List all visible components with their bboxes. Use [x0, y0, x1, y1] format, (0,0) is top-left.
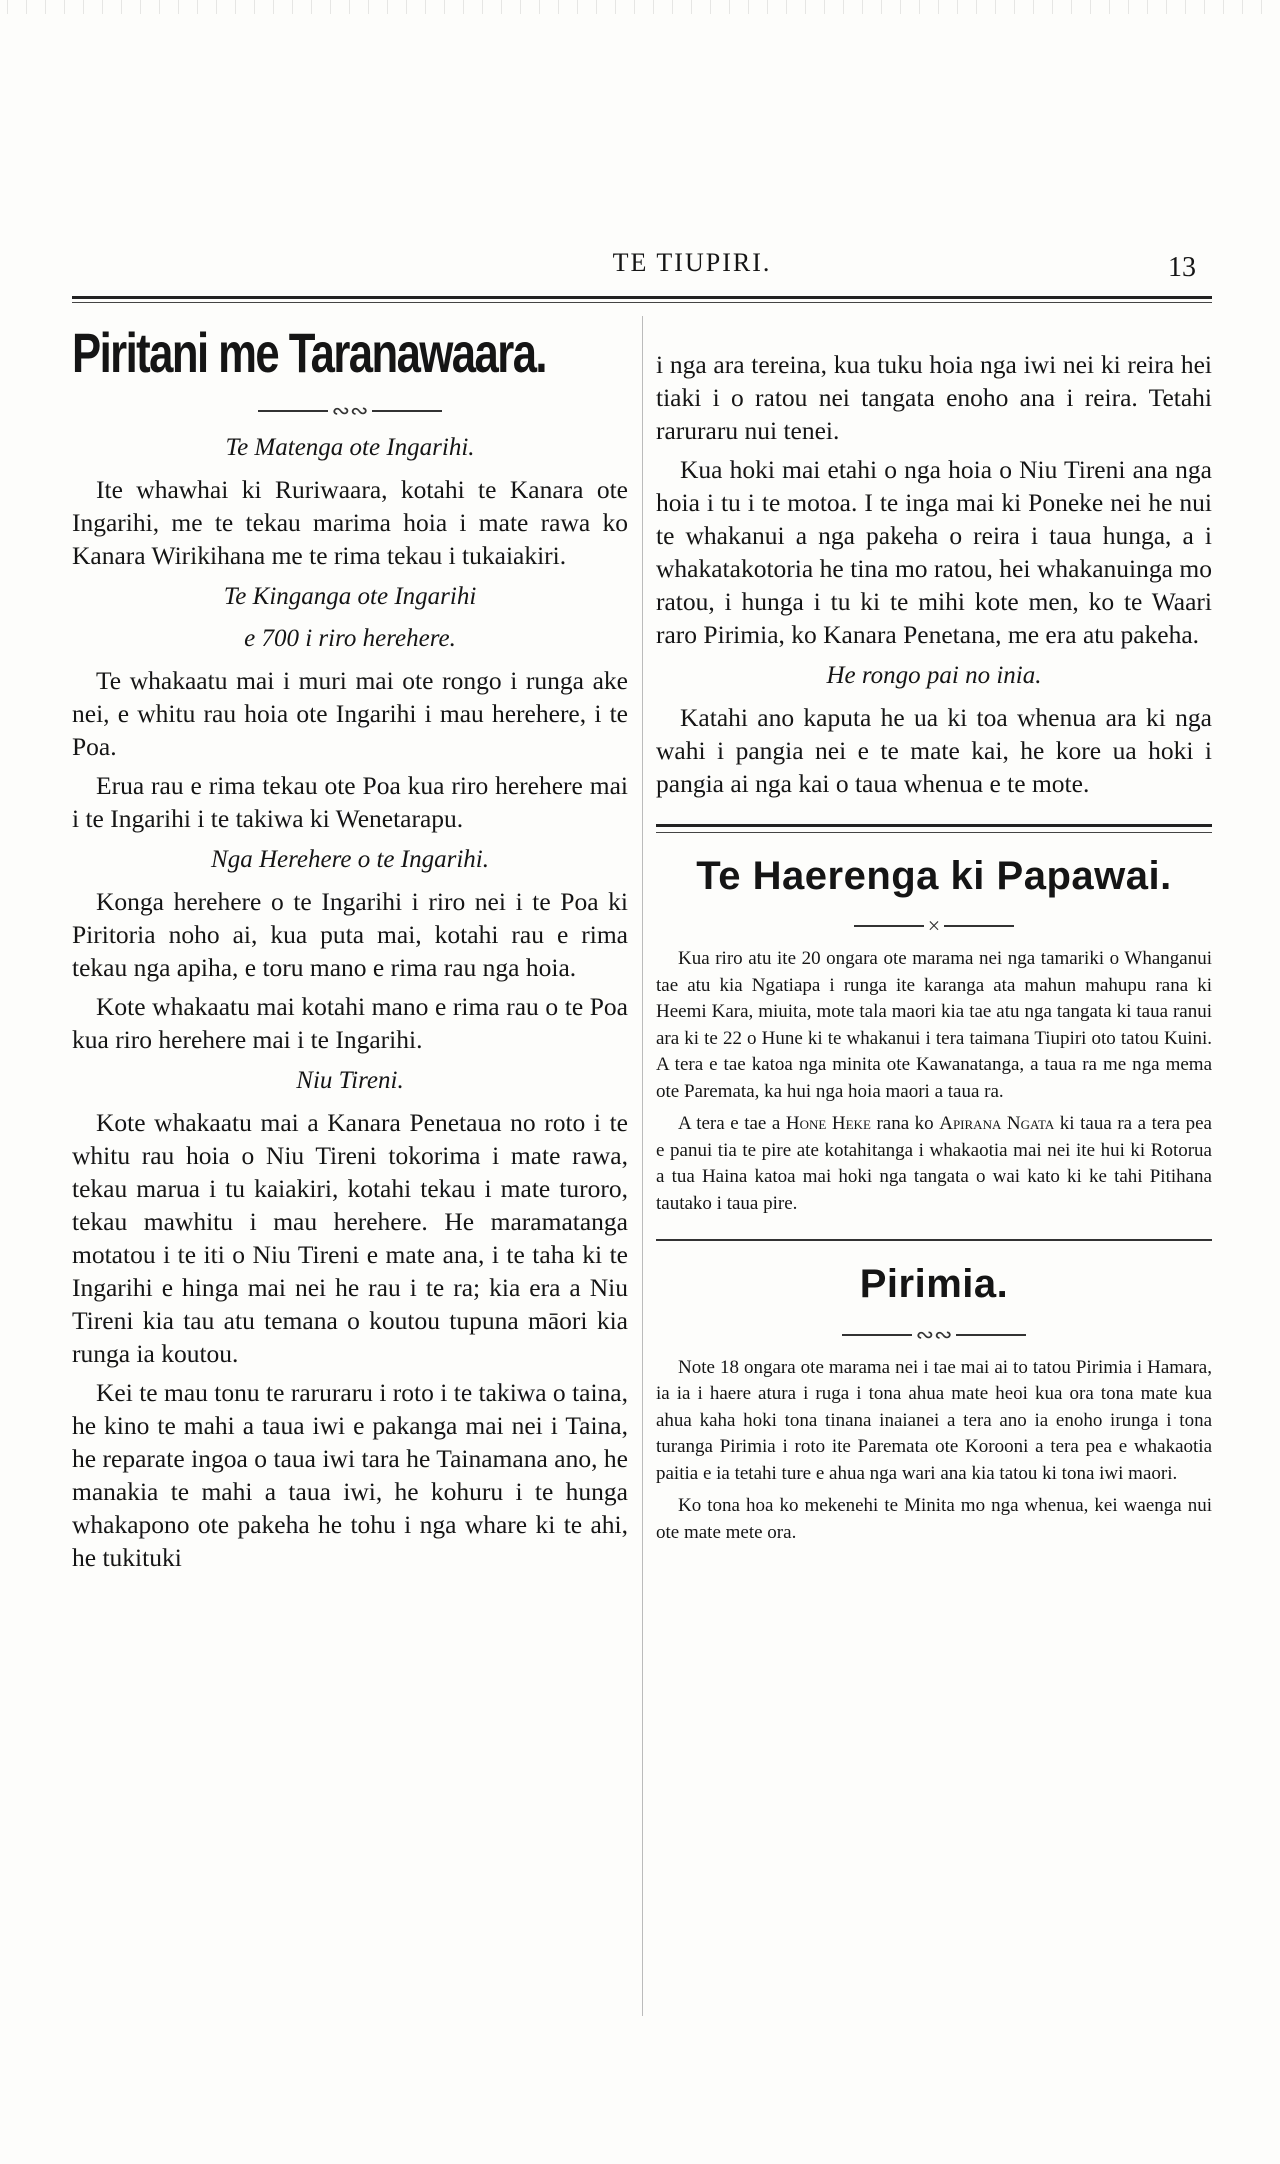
- subhead: He rongo pai no inia.: [826, 662, 1042, 689]
- person-name: Hone Heke: [785, 1113, 871, 1135]
- text-run: ki taua ra a tera pea e panui tia te pire ate kotahitanga i whakaotia mai nei ite hui ki Rotorua a tua Haina katoa mai hoki nga tangata o wai kato ki ke tahi Pitihana tautako i taua pire.: [656, 1113, 1212, 1214]
- paragraph: [656, 1111, 1212, 1217]
- ornament-divider: ∾∾: [656, 1321, 1212, 1346]
- paragraph: Note 18 ongara ote marama nei i tae mai ai to tatou Pirimia i Hamara, ia ia i haere atura i ruga i tona ahua mate heoi kua ora tona mate kua ahua kaha hoki tona tinana inaianei a tera ano ia enoho irunga i tona turanga Pirimia i roto ite Paremata ote Korooni a tera pea e whakaotia paitia e ia tetahi ture e ahua nga wari ana kia tatou ki tona iwi maori.: [656, 1356, 1212, 1484]
- subhead: Nga Herehere o te Ingarihi.: [211, 846, 489, 874]
- section-rule: [656, 824, 1212, 833]
- header-rule-thin: [72, 302, 1212, 303]
- ornament-divider: ×: [656, 913, 1212, 938]
- right-column: [656, 348, 1212, 1552]
- paragraph: Kote whakaatu mai kotahi mano e rima rau o te Poa kua riro herehere mai i te Ingarihi.: [72, 992, 628, 1055]
- left-column: [72, 318, 628, 1580]
- paragraph: Kua riro atu ite 20 ongara ote marama nei nga tamariki o Whanganui tae atu kia Ngatiapa i runga ite karanga ata mahun mahupu rana ki Heemi Kara, miuita, mote tala maori kia tae atu nga tangata ki taua ranui ara ki te 22 o Hune ki te whakanui i tera taimana Tiupiri oto tatou Kuini. A tera e tae katoa nga minita ote Kawanatanga, a taua ra me nga mema ote Paremata, ka hui nga hoia maori a taua ra.: [656, 948, 1212, 1102]
- ornament-divider: ∾∾: [72, 398, 628, 423]
- paragraph: Ko tona hoa ko mekenehi te Minita mo nga whenua, kei waenga nui ote mate mete ora.: [656, 1495, 1212, 1543]
- subhead: e 700 i riro herehere.: [244, 625, 456, 653]
- subhead: Te Kinganga ote Ingarihi: [223, 583, 477, 611]
- person-name: Apirana Ngata: [939, 1113, 1055, 1135]
- paragraph: Erua rau e rima tekau ote Poa kua riro herehere mai i te Ingarihi i te takiwa ki Wenetarapu.: [72, 771, 628, 834]
- column-divider: [642, 316, 643, 2016]
- paragraph: Konga herehere o te Ingarihi i riro nei i te Poa ki Piritoria noho ai, kua puta mai, kotahi rau e rima tekau nga apiha, e toru mano e rima rau nga hoia.: [72, 887, 628, 983]
- scan-noise: [0, 0, 1280, 14]
- subhead: Niu Tireni.: [296, 1067, 404, 1095]
- paragraph: i nga ara tereina, kua tuku hoia nga iwi nei ki reira hei tiaki i o ratou nei tangata enoho ana i reira. Tetahi raruraru nui tenei.: [656, 350, 1212, 445]
- section-title: Pirimia.: [859, 1262, 1009, 1307]
- paragraph: Ite whawhai ki Ruriwaara, kotahi te Kanara ote Ingarihi, me te tekau marima hoia i mate rawa ko Kanara Wirikihana me te rima tekau i tukaiakiri.: [72, 475, 628, 571]
- article-title: Piritani me Taranawaara.: [72, 321, 547, 384]
- header-rule: [72, 296, 1212, 299]
- subhead: Te Matenga ote Ingarihi.: [225, 434, 475, 462]
- page-number: 13: [1168, 252, 1196, 283]
- paragraph: Te whakaatu mai i muri mai ote rongo i runga ake nei, e whitu rau hoia ote Ingarihi i mau herehere, i te Poa.: [72, 666, 628, 762]
- page-header: [72, 248, 1212, 288]
- paragraph: Kote whakaatu mai a Kanara Penetaua no roto i te whitu rau hoia o Niu Tireni tokorima i mate rawa, tekau marua i tu kaiakiri, kotahi tekau i mate turoro, tekau mawhitu i mau herehere. He maramatanga motatou i te iti o Niu Tireni e mate ana, i te taha ki te Ingarihi e hinga mai nei he rau i te ra; kia era a Niu Tireni kia tau atu temana o koutou tupuna māori kia runga ia koutou.: [72, 1108, 628, 1369]
- paragraph: Katahi ano kaputa he ua ki toa whenua ara ki nga wahi i pangia nei e te mate kai, he kore ua hoki i pangia ai nga kai o taua whenua e te mote.: [656, 703, 1212, 798]
- running-title: TE TIUPIRI.: [612, 248, 772, 277]
- text-run: A tera e tae a: [678, 1113, 786, 1135]
- section-rule: [656, 1239, 1212, 1241]
- paragraph: Kei te mau tonu te raruraru i roto i te takiwa o taina, he kino te mahi a taua iwi e pakanga mai nei i Taina, he reparate ingoa o taua iwi tara he Tainamana ano, he manakia te mahi a taua iwi, he kohuru i te hunga whakapono ote pakeha he tohu i nga whare ki te ahi, he tukituki: [72, 1378, 628, 1573]
- section-title: Te Haerenga ki Papawai.: [696, 854, 1172, 898]
- text-run: rana ko: [870, 1113, 940, 1135]
- paragraph: Kua hoki mai etahi o nga hoia o Niu Tireni ana nga hoia i tu i te motoa. I te inga mai ki Poneke nei he nui te whakanui a nga pakeha o reira i taua hunga, a i whakatakotoria he tina mo ratou, hei whakanuinga mo ratou, i hunga i tu ki te mihi kote men, ko te Waari raro Pirimia, ko Kanara Penetana, me era atu pakeha.: [656, 455, 1212, 649]
